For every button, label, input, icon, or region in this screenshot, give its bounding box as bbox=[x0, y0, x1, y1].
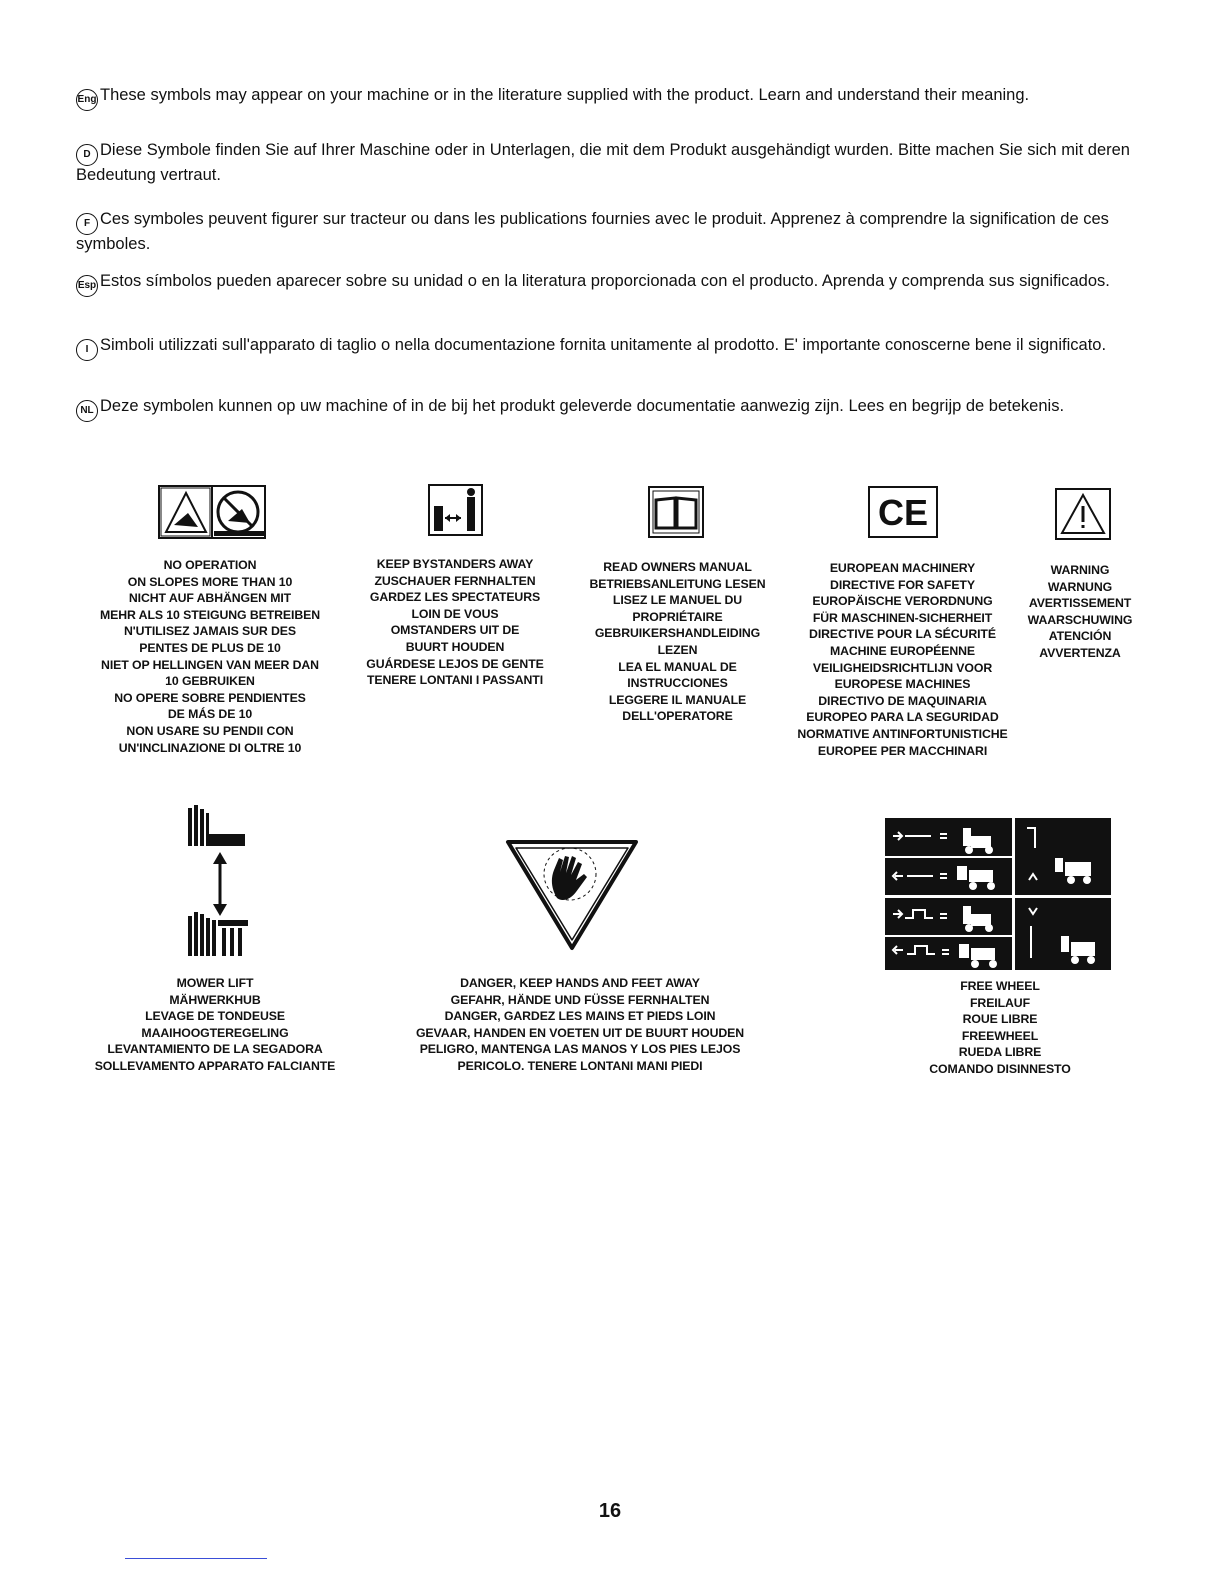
intro-line-es bbox=[76, 272, 1146, 297]
intro-text: These symbols may appear on your machine or in the literature supplied with the product. Learn and understand their meaning. bbox=[100, 86, 1030, 104]
intro-line-nl bbox=[76, 397, 1146, 422]
mower-lift-caption: MOWER LIFT MÄHWERKHUB LEVAGE DE TONDEUSE MAAIHOOGTEREGELING LEVANTAMIENTO DE LA SEGADORA SOLLEVAMENTO APPARATO FALCIANTE bbox=[94, 976, 336, 1073]
free-wheel-icon bbox=[885, 818, 1111, 970]
intro-text: Deze symbolen kunnen op uw machine of in de bij het produkt geleverde documentatie aanwezig zijn. Lees en begrijp de betekenis. bbox=[100, 397, 1065, 415]
intro-line-en bbox=[76, 86, 1146, 111]
slope-warning-icon bbox=[158, 485, 266, 539]
free-wheel-caption: FREE WHEEL FREILAUF ROUE LIBRE FREEWHEEL RUEDA LIBRE COMANDO DISINNESTO bbox=[929, 979, 1071, 1076]
intro-line-fr bbox=[76, 210, 1146, 254]
intro-text: Diese Symbole finden Sie auf Ihrer Maschine oder in Unterlagen, die mit dem Produkt ausgehändigt wurden. Bitte machen Sie sich mit deren Bedeutung vertraut. bbox=[76, 141, 1130, 184]
intro-text: Ces symboles peuvent figurer sur tracteur ou dans les publications fournies avec le produit. Apprenez à comprendre la signification de ces symboles. bbox=[76, 210, 1109, 253]
footer-divider bbox=[125, 1558, 267, 1559]
ce-mark-icon bbox=[868, 486, 938, 538]
bystanders-caption: KEEP BYSTANDERS AWAY ZUSCHAUER FERNHALTEN GARDEZ LES SPECTATEURS LOIN DE VOUS OMSTANDERS UIT DE BUURT HOUDEN GUÁRDESE LEJOS DE GENTE TENERE LONTANI I PASSANTI bbox=[366, 557, 544, 688]
slope-caption: NO OPERATION ON SLOPES MORE THAN 10 NICHT AUF ABHÄNGEN MIT MEHR ALS 10 STEIGUNG BETREIBEN N'UTILISEZ JAMAIS SUR DES PENTES DE PLUS DE 10 NIET OP HELLINGEN VAN MEER DAN 10 GEBRUIKEN NO OPERE SOBRE PENDIENTES DE MÁS DE 10 NON USARE SU PENDII CON UN'INCLINAZIONE DI OLTRE 10 bbox=[100, 558, 320, 755]
warning-triangle-icon bbox=[1055, 488, 1111, 540]
lang-badge-icon: I bbox=[76, 339, 98, 361]
lang-badge-icon: Esp bbox=[76, 275, 98, 297]
hands-danger-caption: DANGER, KEEP HANDS AND FEET AWAY GEFAHR, HÄNDE UND FÜSSE FERNHALTEN DANGER, GARDEZ LES MAINS ET PIEDS LOIN GEVAAR, HANDEN EN VOETEN UIT DE BUURT HOUDEN PELIGRO, MANTENGA LAS MANOS Y LOS PIES LEJOS PERICOLO. TENERE LONTANI MANI PIEDI bbox=[415, 976, 745, 1073]
intro-text: Simboli utilizzati sull'apparato di taglio o nella documentazione fornita unitamente al prodotto. E' importante conoscerne bene il significato. bbox=[100, 336, 1107, 354]
lang-badge-icon: NL bbox=[76, 400, 98, 422]
warning-caption: WARNING WARNUNG AVERTISSEMENT WAARSCHUWING ATENCIÓN AVVERTENZA bbox=[1027, 563, 1133, 660]
mower-lift-icon bbox=[185, 800, 255, 960]
ce-mark-text: CE bbox=[877, 492, 929, 533]
lang-badge-icon: F bbox=[76, 213, 98, 235]
bystanders-icon bbox=[428, 484, 483, 536]
ce-caption: EUROPEAN MACHINERY DIRECTIVE FOR SAFETY EUROPÄISCHE VERORDNUNG FÜR MASCHINEN-SICHERHEIT DIRECTIVE POUR LA SÉCURITÉ MACHINE EUROPÉENNE VEILIGHEIDSRICHTLIJN VOOR EUROPESE MACHINES DIRECTIVO DE MAQUINARIA EUROPEO PARA LA SEGURIDAD NORMATIVE ANTINFORTUNISTICHE EUROPEE PER MACCHINARI bbox=[797, 561, 1008, 758]
manual-caption: READ OWNERS MANUAL BETRIEBSANLEITUNG LESEN LISEZ LE MANUEL DU PROPRIÉTAIRE GEBRUIKERSHANDLEIDING LEZEN LEA EL MANUAL DE INSTRUCCIONES LEGGERE IL MANUALE DELL'OPERATORE bbox=[589, 560, 766, 724]
lang-badge-icon: D bbox=[76, 144, 98, 166]
lang-badge-icon: Eng bbox=[76, 89, 98, 111]
manual-book-icon bbox=[648, 486, 704, 538]
hand-danger-icon bbox=[502, 836, 642, 954]
page-number: 16 bbox=[598, 1500, 622, 1522]
intro-line-it bbox=[76, 336, 1146, 361]
intro-text: Estos símbolos pueden aparecer sobre su unidad o en la literatura proporcionada con el producto. Aprenda y comprenda sus significados. bbox=[100, 272, 1110, 290]
intro-line-de bbox=[76, 141, 1146, 185]
